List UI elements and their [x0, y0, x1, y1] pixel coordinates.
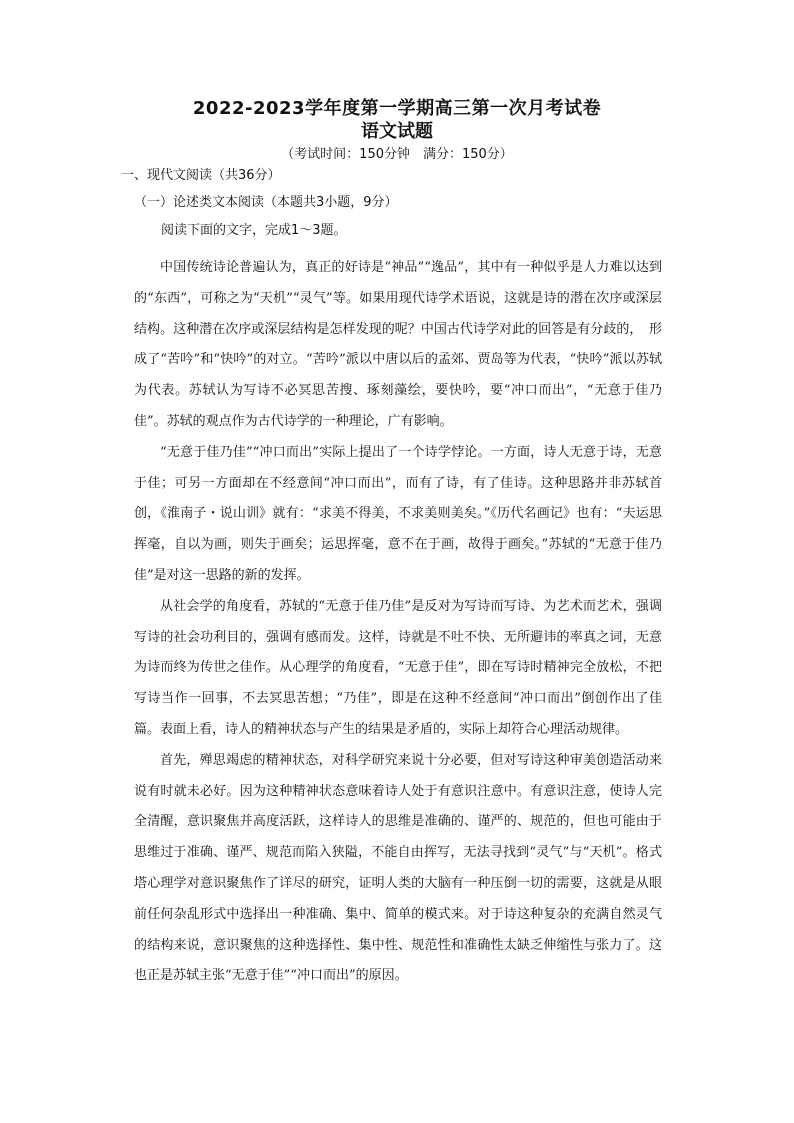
reading-instruction: 阅读下面的文字，完成1～3题。: [161, 223, 347, 238]
passage-paragraph-2: “无意于佳乃佳”“冲口而出”实际上提出了一个诗学悖论。一方面，诗人无意于诗，无意于佳；可另一方面却在不经意间“冲口而出”，而有了诗，有了佳诗。这种思路并非苏轼首创，《淮南子・说山训》就有：“求美不得美，不求美则美矣。”《历代名画记》也有：“夫运思挥毫，自以为画，则失于画矣；运思挥毫，意不在于画，故得于画矣。”苏轼的“无意于佳乃佳”是对这一思路的新的发挥。: [134, 444, 662, 583]
passage-paragraph-3: 从社会学的角度看，苏轼的“无意于佳乃佳”是反对为写诗而写诗、为艺术而艺术，强调写诗的社会功利目的，强调有感而发。这样，诗就是不吐不快、无所避讳的率真之词，无意为诗而终为传世之佳作。从心理学的角度看，“无意于佳”，即在写诗时精神完全放松，不把写诗当作一回事，不去冥思苦想；“乃佳”，即是在这种不经意间“冲口而出”倒创作出了佳篇。表面上看，诗人的精神状态与产生的结果是矛盾的，实际上却符合心理活动规律。: [134, 598, 662, 737]
subsection-heading-argumentative: （一）论述类文本阅读（本题共3小题，9分）: [134, 195, 398, 210]
reading-passage: [134, 253, 662, 992]
passage-paragraph-1: 中国传统诗论普遍认为，真正的好诗是“神品”“逸品”，其中有一种似乎是人力难以达到的“东西”，可称之为“天机”“灵气”等。如果用现代诗学术语说，这就是诗的潜在次序或深层结构。这种潜在次序或深层结构是怎样发现的呢？中国古代诗学对此的回答是有分歧的， 形成了“苦吟”和“快吟”的对立。“苦吟”派以中唐以后的孟郊、贾岛等为代表，“快吟”派以苏轼为代表。苏轼认为写诗不必冥思苦搜、琢刻藻绘，要快吟，要“冲口而出”，“无意于佳乃佳”。苏轼的观点作为古代诗学的一种理论，广有影响。: [134, 260, 662, 429]
exam-info: （考试时间：150分钟 满分：150分）: [281, 147, 513, 162]
section-heading-reading: 一、现代文阅读（共36分）: [121, 168, 281, 183]
exam-title: 2022-2023学年度第一学期高三第一次月考试卷: [192, 98, 602, 119]
subject-title: 语文试题: [361, 121, 433, 142]
passage-paragraph-4: 首先，殚思竭虑的精神状态，对科学研究来说十分必要，但对写诗这种审美创造活动来说有时就未必好。因为这种精神状态意味着诗人处于有意识注意中。有意识注意，使诗人完全清醒，意识聚焦并高度活跃，这样诗人的思维是准确的、谨严的、规范的，但也可能由于思维过于准确、谨严、规范而陷入狭隘，不能自由挥写，无法寻找到“灵气”与“天机”。格式塔心理学对意识聚焦作了详尽的研究，证明人类的大脑有一种压倒一切的需要，这就是从眼前任何杂乱形式中选择出一种准确、集中、简单的模式来。对于诗这种复杂的充满自然灵气的结构来说，意识聚焦的这种选择性、集中性、规范性和准确性太缺乏伸缩性与张力了。这也正是苏轼主张“无意于佳”“冲口而出”的原因。: [134, 752, 662, 984]
